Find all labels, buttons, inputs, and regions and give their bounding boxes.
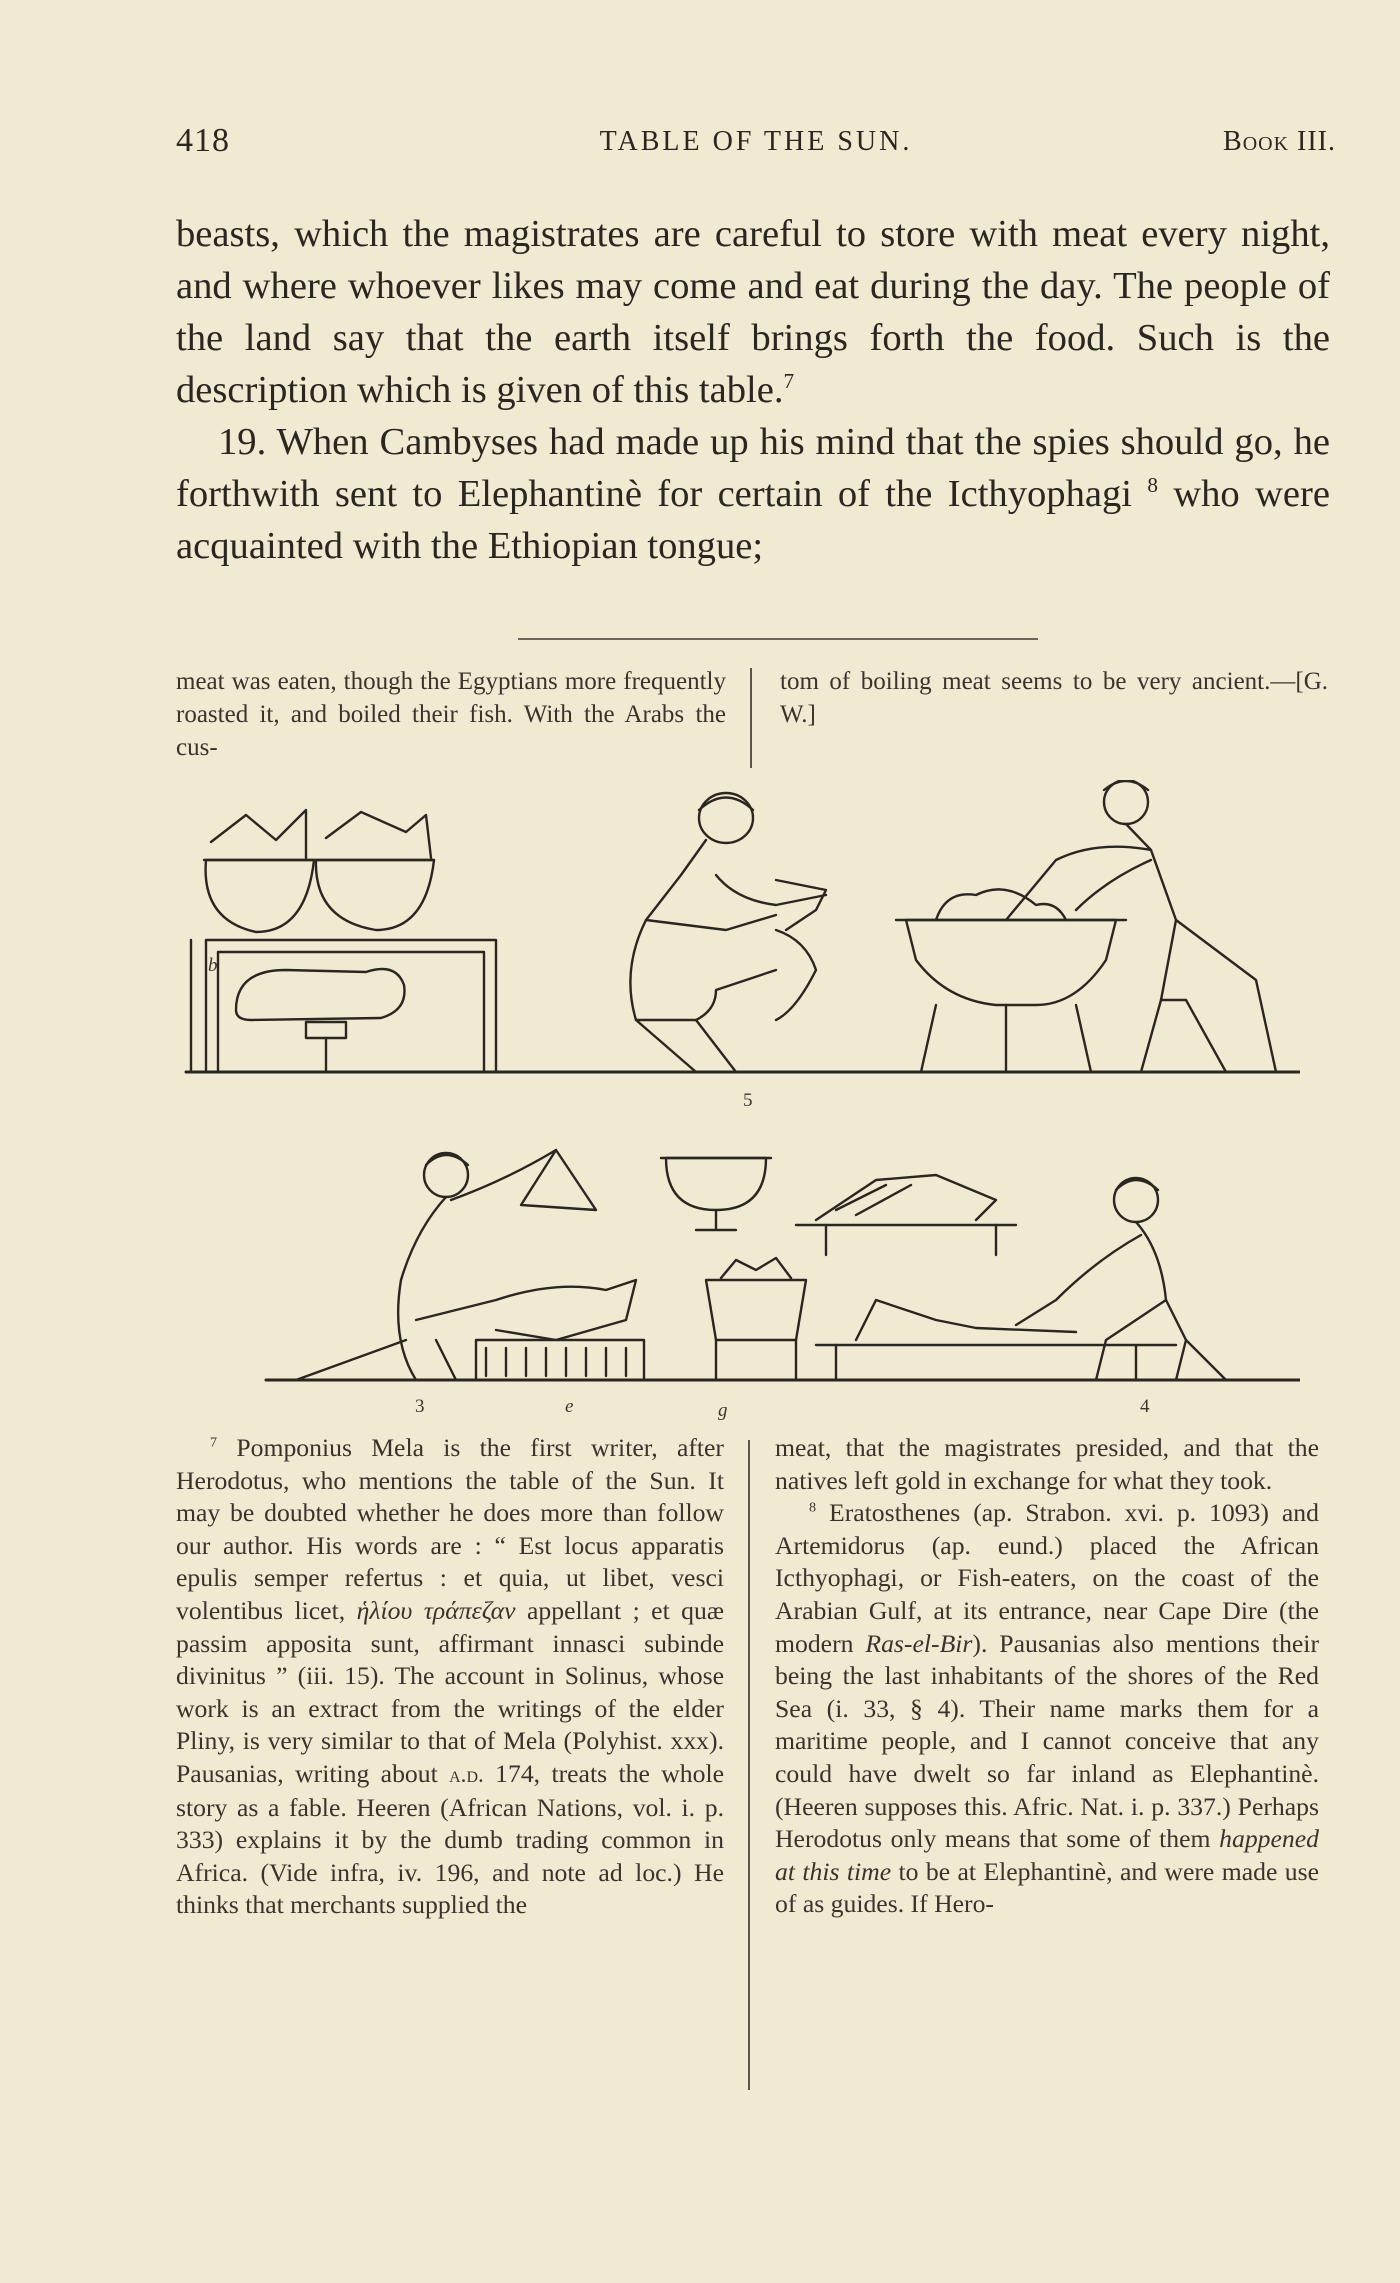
paragraph-1: beasts, which the magistrates are careful to store with meat every night, and where whoever likes may come and eat during the day. The people of the land say that the earth itself brings forth the food. Such is the description which is given of this table.$^7$ [176,213,1330,411]
footnote-8: $^8$ Eratosthenes (ap. Strabon. xvi. p. 1093) and Artemidorus (ap. eund.) placed the African Icthyophagi, or Fish-eaters, on the coast of the Arabian Gulf, at its entrance, near Cape Dire (the modern Ras-el-Bir). Pausanias also mentions their being the last inhabitants of the shores of the Red Sea (i. 33, § 4). Their name marks them for a maritime people, and I cannot conceive that any could have dwelt so far inland as Elephantinè. (Heeren supposes this. Afric. Nat. i. p. 337.) Perhaps Herodotus only means that some of them happened at this time to be at Elephantinè, and were made use of as guides. If Hero- [775,1498,1319,1919]
low-basket [476,1340,644,1380]
column-divider-bottom [748,1440,750,2090]
lower-scene [266,1150,1300,1380]
rack-with-fish [796,1175,1016,1255]
paragraph-2: 19. When Cambyses had made up his mind that the spies should go, he forthwith sent to Elephantinè for certain of the Icthyophagi $^8$ who were acquainted with the Ethiopian tongue; [176,421,1330,567]
kneeling-man [630,793,826,1072]
upper-scene [186,780,1300,1072]
seated-man [1016,1178,1226,1380]
column-divider-top [750,668,752,768]
footnote-7: $^7$ Pomponius Mela is the first writer, after Herodotus, who mentions the table of the Sun. It may be doubted whether he does more than follow our author. His words are : “ Est locus apparatis epulis semper refertus : et quia, ut libet, vesci volentibus licet, ἡλίου τράπεζαν appellant ; et quæ passim apposita sunt, affirmant innasci subinde divinitus ” (iii. 15). The account in Solinus, whose work is an extract from the writings of the elder Pliny, is very similar to that of Mela (Polyhist. xxx). Pausanias, writing about a.d. 174, treats the whole story as a fable. Heeren (African Nations, vol. i. p. 333) explains it by the dumb trading common in Africa. (Vide infra, iv. 196, and note ad loc.) He thinks that merchants supplied the [176,1433,724,1920]
book-label: Book III. [1223,126,1336,157]
section-rule [518,638,1038,640]
egyptian-illustration [176,780,1300,1420]
greek-phrase: ἡλίου τράπεζαν [356,1595,516,1625]
man-slaughtering [296,1150,636,1380]
main-text [176,208,1330,572]
figure-label-e: e [565,1396,574,1417]
page-number: 418 [176,122,230,159]
preparing-table [816,1300,1176,1380]
figure-label-4: 4 [1140,1396,1150,1417]
footnote-ref-7: 7 [783,369,795,394]
footnote-ref-8: 8 [1147,473,1158,498]
running-title: TABLE OF THE SUN. [599,126,913,157]
offering-table [191,940,496,1072]
footnote-7-marker: 7 [210,1434,218,1451]
footnote-7-continuation: meat, that the magistrates presided, and that the natives left gold in exchange for what they took. [775,1433,1319,1495]
footnote-continuation-right: tom of boiling meat seems to be very ancient.—[G. W.] [780,668,1328,728]
footnote-8-marker: 8 [809,1499,817,1516]
figure-label-g: g [718,1400,728,1421]
standing-man [1006,780,1276,1072]
running-header [176,122,1336,162]
figure-label-3: 3 [415,1396,425,1417]
footnote-7-continued-and-8 [775,1432,1319,1921]
footnote-continuation-left: meat was eaten, though the Egyptians more frequently roasted it, and boiled their fish. With the Arabs the cus- [176,668,726,761]
figure-label-b: b [208,955,218,976]
cooking-cauldron [896,889,1126,1072]
illustration-drawing [176,780,1300,1420]
figure-label-5: 5 [743,1090,753,1111]
baskets-on-table [204,810,434,932]
bowl-and-brazier [661,1158,806,1380]
